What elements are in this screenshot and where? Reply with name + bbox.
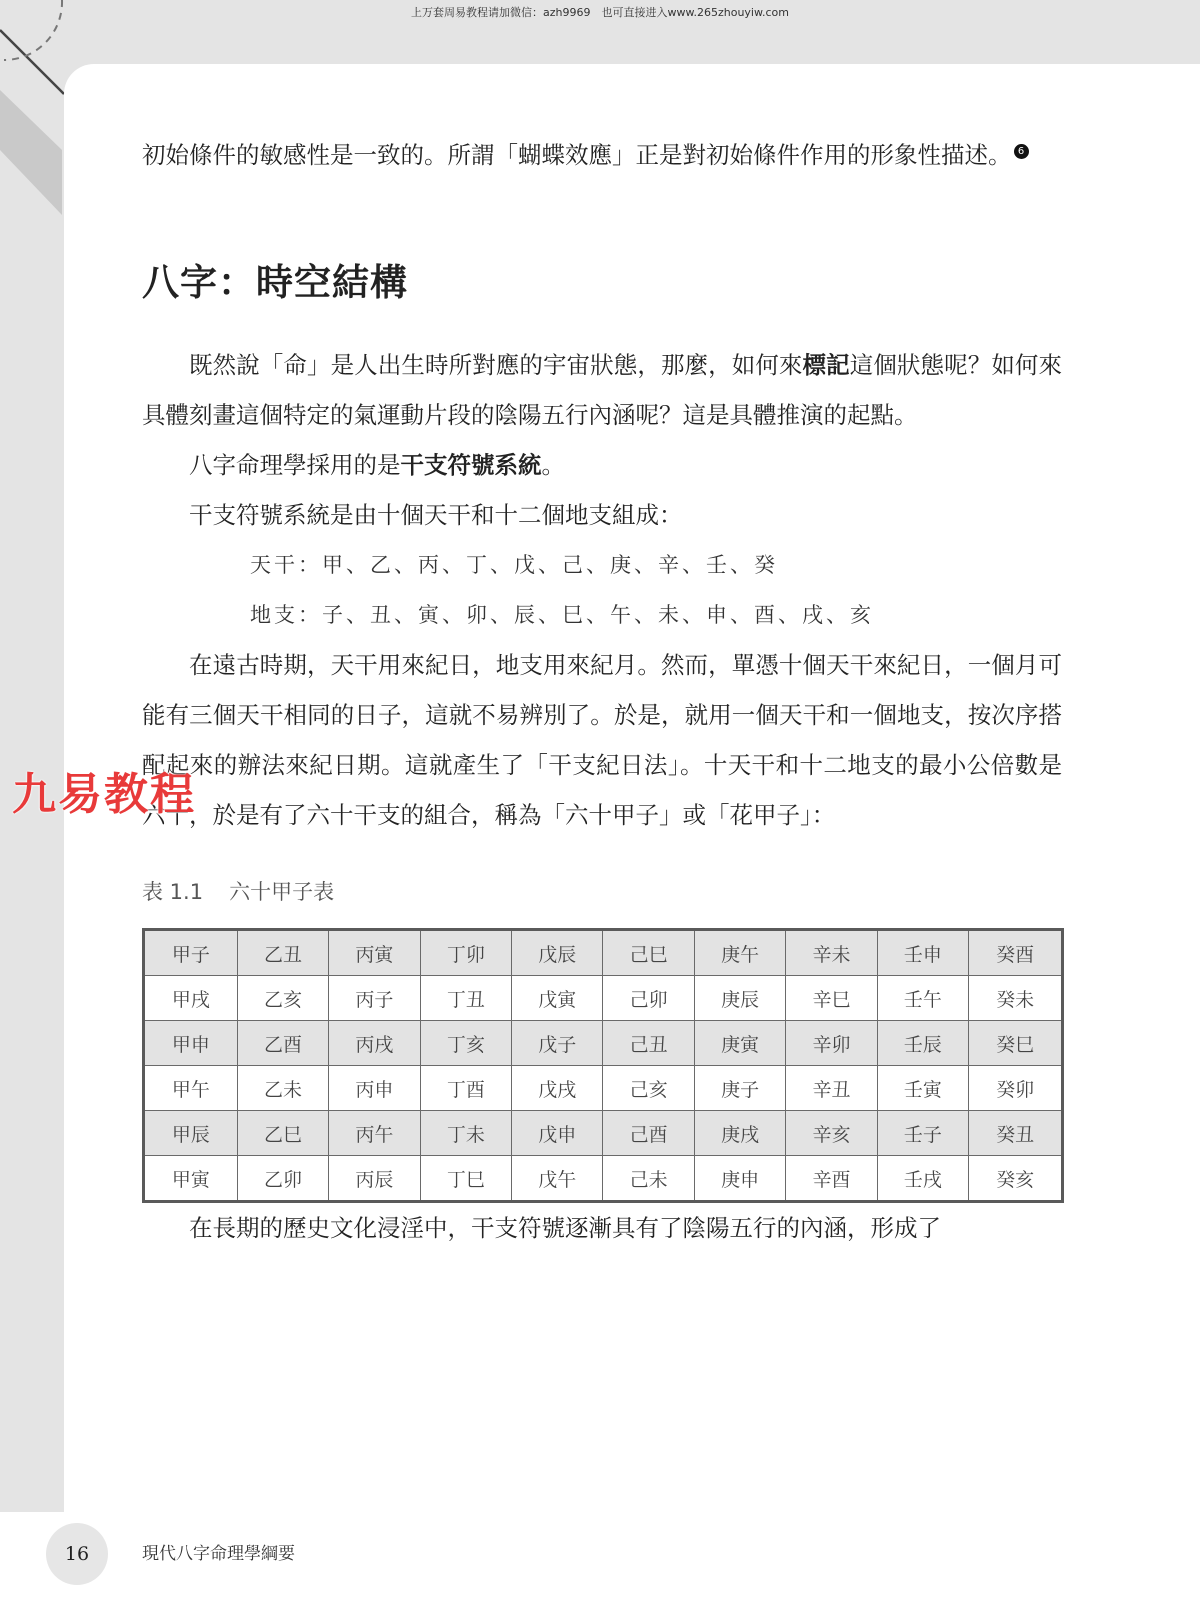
table-cell: 甲申 [144,1021,238,1066]
running-footer-title: 現代八字命理學綱要 [142,1544,295,1564]
bold-term: 標記 [802,351,850,379]
tiangan-list: 天干：甲、乙、丙、丁、戊、己、庚、辛、壬、癸 [250,553,778,577]
dizhi-list: 地支：子、丑、寅、卯、辰、巳、午、未、申、酉、戌、亥 [250,603,874,627]
table-cell: 甲戌 [144,976,238,1021]
table-cell: 辛亥 [786,1111,877,1156]
table-cell: 庚寅 [694,1021,785,1066]
table-cell: 壬辰 [877,1021,968,1066]
table-cell: 壬寅 [877,1066,968,1111]
table-cell: 癸丑 [969,1111,1063,1156]
paragraph-text: 既然說「命」是人出生時所對應的宇宙狀態，那麼，如何來 [189,351,803,379]
table-cell: 癸亥 [969,1156,1063,1202]
table-cell: 辛酉 [786,1156,877,1202]
table-cell: 甲辰 [144,1111,238,1156]
footer-band [0,1512,1200,1623]
table-row [144,1066,1063,1111]
table-cell: 癸未 [969,976,1063,1021]
table-row [144,976,1063,1021]
paragraph-yinyang-wuxing: 在長期的歷史文化浸淫中，干支符號逐漸具有了陰陽五行的內涵，形成了 [189,1214,941,1242]
sixty-jiazi-table [142,928,1064,1203]
table-cell: 辛卯 [786,1021,877,1066]
table-cell: 壬午 [877,976,968,1021]
table-cell: 己亥 [603,1066,694,1111]
table-cell: 丁酉 [420,1066,511,1111]
table-cell: 丙申 [329,1066,420,1111]
table-row [144,930,1063,976]
table-cell: 丙午 [329,1111,420,1156]
table-cell: 丁亥 [420,1021,511,1066]
bold-term: 干支符號系統 [400,451,542,479]
table-cell: 己未 [603,1156,694,1202]
table-cell: 丁巳 [420,1156,511,1202]
table-cell: 乙酉 [237,1021,328,1066]
table-cell: 戊寅 [512,976,603,1021]
top-banner: 上万套周易教程请加微信：azh9969 也可直接进入www.265zhouyiw.com [411,6,789,19]
table-cell: 甲寅 [144,1156,238,1202]
table-cell: 庚申 [694,1156,785,1202]
table-row [144,1111,1063,1156]
table-cell: 壬戌 [877,1156,968,1202]
table-cell: 辛未 [786,930,877,976]
table-cell: 乙巳 [237,1111,328,1156]
paragraph-sexagenary-cycle: 在遠古時期，天干用來紀日，地支用來紀月。然而，單憑十個天干來紀日，一個月可能有三個天干相同的日子，這就不易辨別了。於是，就用一個天干和一個地支，按次序搭配起來的辦法來紀日期。這就產生了「干支紀日法」。十天干和十二地支的最小公倍數是六十，於是有了六十干支的組合，稱為「六十甲子」或「花甲子」： [142,651,1062,829]
paragraph-text: 這個狀態呢？如何來具體刻畫這個特定的氣運動片段的陰陽五行內涵呢？這是具體推演的起點。 [142,351,1063,429]
table-cell: 庚戌 [694,1111,785,1156]
table-cell: 丁丑 [420,976,511,1021]
table-cell: 癸卯 [969,1066,1063,1111]
table-cell: 乙卯 [237,1156,328,1202]
paragraph-text: 。 [541,451,565,479]
section-title: 八字：時空結構 [142,260,408,304]
table-cell: 己巳 [603,930,694,976]
table-cell: 丁卯 [420,930,511,976]
table-cell: 辛丑 [786,1066,877,1111]
table-cell: 庚辰 [694,976,785,1021]
table-cell: 辛巳 [786,976,877,1021]
table-cell: 己丑 [603,1021,694,1066]
table-cell: 戊申 [512,1111,603,1156]
watermark-logo: 九易教程 [12,769,196,820]
paragraph-ganzhi-composition: 干支符號系統是由十個天干和十二個地支組成： [189,501,683,529]
table-caption [142,874,1062,910]
table-cell: 甲子 [144,930,238,976]
table-row [144,1021,1063,1066]
footnote-marker[interactable]: 6 [1014,144,1029,159]
table-cell: 壬子 [877,1111,968,1156]
paragraph-butterfly-effect [142,130,1062,180]
table-cell: 丙寅 [329,930,420,976]
table-cell: 癸巳 [969,1021,1063,1066]
table-title: 六十甲子表 [229,880,335,904]
paragraph-ganzhi-system [142,440,1062,490]
table-cell: 戊辰 [512,930,603,976]
table-cell: 甲午 [144,1066,238,1111]
table-cell: 己酉 [603,1111,694,1156]
table-row [144,1156,1063,1202]
paragraph-text: 初始條件的敏感性是一致的。所謂「蝴蝶效應」正是對初始條件作用的形象性描述。 [142,141,1012,169]
paragraph-text: 八字命理學採用的是 [189,451,401,479]
table-cell: 庚午 [694,930,785,976]
table-number: 表 1.1 [142,880,204,904]
table-cell: 壬申 [877,930,968,976]
table-cell: 丙辰 [329,1156,420,1202]
table-cell: 戊子 [512,1021,603,1066]
table-cell: 庚子 [694,1066,785,1111]
table-cell: 丁未 [420,1111,511,1156]
table-cell: 戊戌 [512,1066,603,1111]
table-cell: 乙未 [237,1066,328,1111]
page-number: 16 [46,1523,108,1585]
table-cell: 己卯 [603,976,694,1021]
page-content [142,130,1062,1253]
table-cell: 乙丑 [237,930,328,976]
paragraph-marking-state [142,340,1062,440]
table-cell: 戊午 [512,1156,603,1202]
table-cell: 丙子 [329,976,420,1021]
table-cell: 乙亥 [237,976,328,1021]
table-cell: 丙戌 [329,1021,420,1066]
table-cell: 癸酉 [969,930,1063,976]
